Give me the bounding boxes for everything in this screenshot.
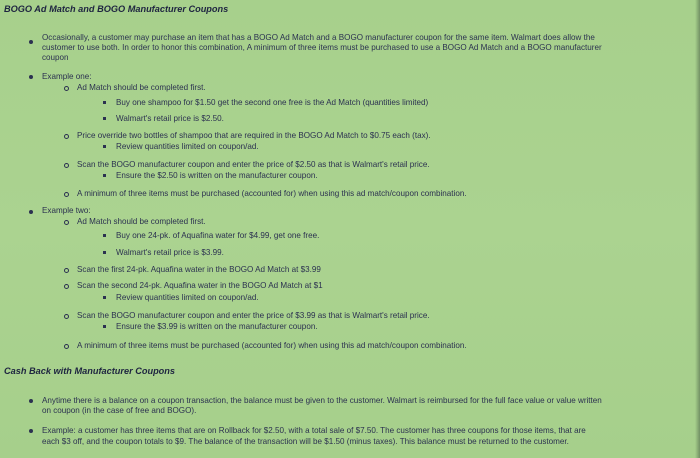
circle-marker	[64, 134, 69, 139]
bullet-marker	[29, 399, 33, 403]
circle-marker	[64, 163, 69, 168]
example-two-step-4a: Ensure the $3.99 is written on the manufacturer coupon.	[116, 322, 318, 331]
circle-marker	[64, 220, 69, 225]
square-marker	[103, 234, 106, 237]
section-heading-bogo: BOGO Ad Match and BOGO Manufacturer Coupons	[4, 4, 229, 14]
example-one-step-3a: Ensure the $2.50 is written on the manufacturer coupon.	[116, 171, 318, 180]
example-one-step-3: Scan the BOGO manufacturer coupon and enter the price of $2.50 as that is Walmart's retail price.	[77, 160, 430, 169]
intro-line-2: customer to use both. In order to honor this combination, A minimum of three items must be purchased to use a BOGO Ad Match and a BOGO manufacturer	[42, 43, 602, 52]
example-one-step-4: A minimum of three items must be purchased (accounted for) when using this ad match/coupon combination.	[77, 189, 467, 198]
example-two-step-1b: Walmart's retail price is $3.99.	[116, 248, 224, 257]
section-heading-cash-back: Cash Back with Manufacturer Coupons	[4, 366, 176, 376]
example-two-step-5: A minimum of three items must be purchased (accounted for) when using this ad match/coupon combination.	[77, 341, 467, 350]
square-marker	[103, 101, 106, 104]
example-one-step-1b: Walmart's retail price is $2.50.	[116, 114, 224, 123]
page-edge-shadow	[695, 0, 700, 458]
example-two-label: Example two:	[42, 206, 91, 215]
example-one-step-2: Price override two bottles of shampoo that are required in the BOGO Ad Match to $0.75 each (tax).	[77, 131, 431, 140]
example-one-step-1: Ad Match should be completed first.	[77, 83, 206, 92]
circle-marker	[64, 192, 69, 197]
example-one-label: Example one:	[42, 72, 92, 81]
example-two-step-3: Scan the second 24-pk. Aquafina water in the BOGO Ad Match at $1	[77, 281, 323, 290]
cash-back-example-line-1: Example: a customer has three items that are on Rollback for $2.50, with a total sale of $7.50. The customer has three coupons for those items, that are	[42, 426, 586, 435]
circle-marker	[64, 344, 69, 349]
example-one-step-1a: Buy one shampoo for $1.50 get the second one free is the Ad Match (quantities limited)	[116, 98, 429, 107]
intro-line-1: Occasionally, a customer may purchase an item that has a BOGO Ad Match and a BOGO manufacturer coupon for the same item. Walmart does allow the	[42, 33, 595, 42]
intro-line-3: coupon	[42, 53, 69, 62]
example-two-step-1: Ad Match should be completed first.	[77, 217, 206, 226]
square-marker	[103, 325, 106, 328]
circle-marker	[64, 284, 69, 289]
bullet-marker	[29, 40, 33, 44]
circle-marker	[64, 268, 69, 273]
bullet-marker	[29, 429, 33, 433]
example-two-step-2: Scan the first 24-pk. Aquafina water in the BOGO Ad Match at $3.99	[77, 265, 321, 274]
bullet-marker	[29, 210, 33, 214]
bullet-marker	[29, 75, 33, 79]
cash-back-example-line-2: each $3 off, and the coupon totals to $9. The balance of the transaction will be $1.50 (minus taxes). This balance must be returned to the customer.	[42, 437, 569, 446]
square-marker	[103, 296, 106, 299]
square-marker	[103, 145, 106, 148]
example-two-step-4: Scan the BOGO manufacturer coupon and enter the price of $3.99 as that is Walmart's retail price.	[77, 311, 430, 320]
example-two-step-1a: Buy one 24-pk. of Aquafina water for $4.99, get one free.	[116, 231, 320, 240]
example-two-step-3a: Review quantities limited on coupon/ad.	[116, 293, 259, 302]
cash-back-line-1: Anytime there is a balance on a coupon transaction, the balance must be given to the customer. Walmart is reimbursed for the full face value or value written	[42, 396, 602, 405]
square-marker	[103, 251, 106, 254]
square-marker	[103, 174, 106, 177]
circle-marker	[64, 314, 69, 319]
square-marker	[103, 117, 106, 120]
circle-marker	[64, 86, 69, 91]
cash-back-line-2: on coupon (in the case of free and BOGO).	[42, 406, 197, 415]
example-one-step-2a: Review quantities limited on coupon/ad.	[116, 142, 259, 151]
